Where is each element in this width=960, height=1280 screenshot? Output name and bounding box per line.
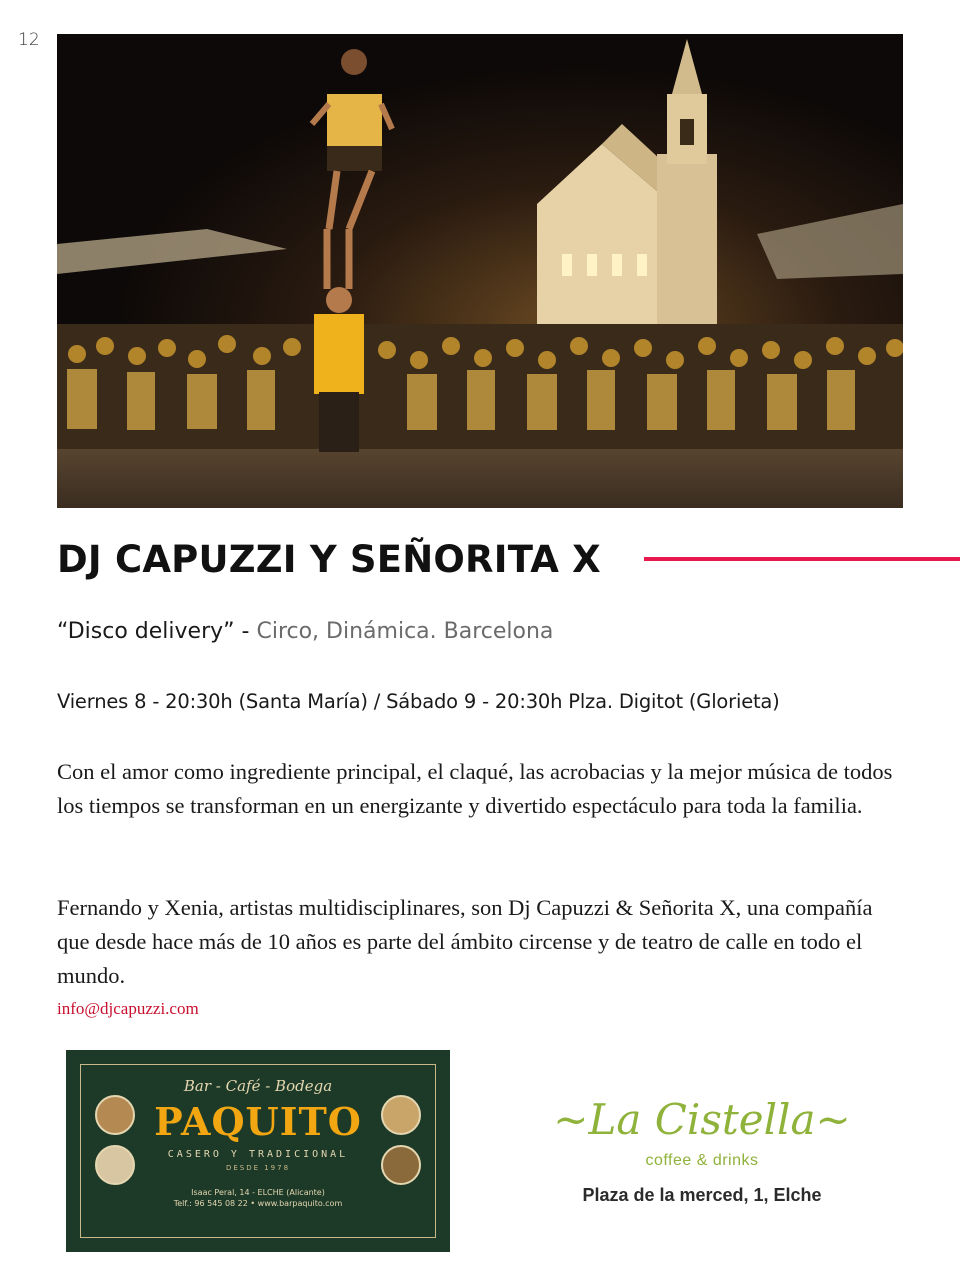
ad-cistella-address: Plaza de la merced, 1, Elche	[582, 1185, 822, 1205]
event-schedule: Viernes 8 - 20:30h (Santa María) / Sábado 9 - 20:30h Plza. Digitot (Glorieta)	[57, 690, 780, 713]
ad-paquito-address: Isaac Peral, 14 - ELCHE (Alicante)	[191, 1188, 325, 1197]
ad-cistella-name: ~La Cistella~	[553, 1095, 851, 1144]
ad-paquito-address-block	[81, 1187, 435, 1209]
event-category: Circo, Dinámica. Barcelona	[256, 619, 554, 644]
ad-paquito-since: DESDE 1978	[225, 1164, 291, 1172]
contact-email-link[interactable]: info@djcapuzzi.com	[57, 999, 199, 1018]
event-photo	[57, 34, 903, 508]
show-name: “Disco delivery”	[57, 619, 235, 644]
ad-paquito	[66, 1050, 450, 1252]
event-photo-illustration	[57, 34, 903, 508]
ad-paquito-contact: Telf.: 96 545 08 22 • www.barpaquito.com	[173, 1199, 343, 1208]
event-subtitle	[57, 619, 553, 644]
ad-paquito-tagline: CASERO Y TRADICIONAL	[167, 1149, 349, 1160]
title-accent-rule	[644, 557, 960, 561]
subtitle-separator: -	[234, 619, 257, 644]
ad-la-cistella	[500, 1075, 904, 1225]
ad-paquito-frame	[80, 1064, 436, 1238]
ad-paquito-script: Bar - Café - Bodega	[183, 1077, 333, 1095]
ad-paquito-name: PAQUITO	[154, 1099, 362, 1144]
page-number: 12	[18, 30, 40, 50]
description-paragraph-2: Fernando y Xenia, artistas multidisciplinares, son Dj Capuzzi & Señorita X, una compañía que desde hace más de 10 años es parte del ámbito circense y de teatro de calle en todo el mundo.	[57, 895, 873, 988]
description-paragraph-1: Con el amor como ingrediente principal, el claqué, las acrobacias y la mejor música de todos los tiempos se transforman en un energizante y divertido espectáculo para toda la familia.	[57, 759, 893, 818]
ad-cistella-tagline: coffee & drinks	[645, 1152, 759, 1169]
event-title: DJ CAPUZZI Y SEÑORITA X	[57, 538, 601, 581]
